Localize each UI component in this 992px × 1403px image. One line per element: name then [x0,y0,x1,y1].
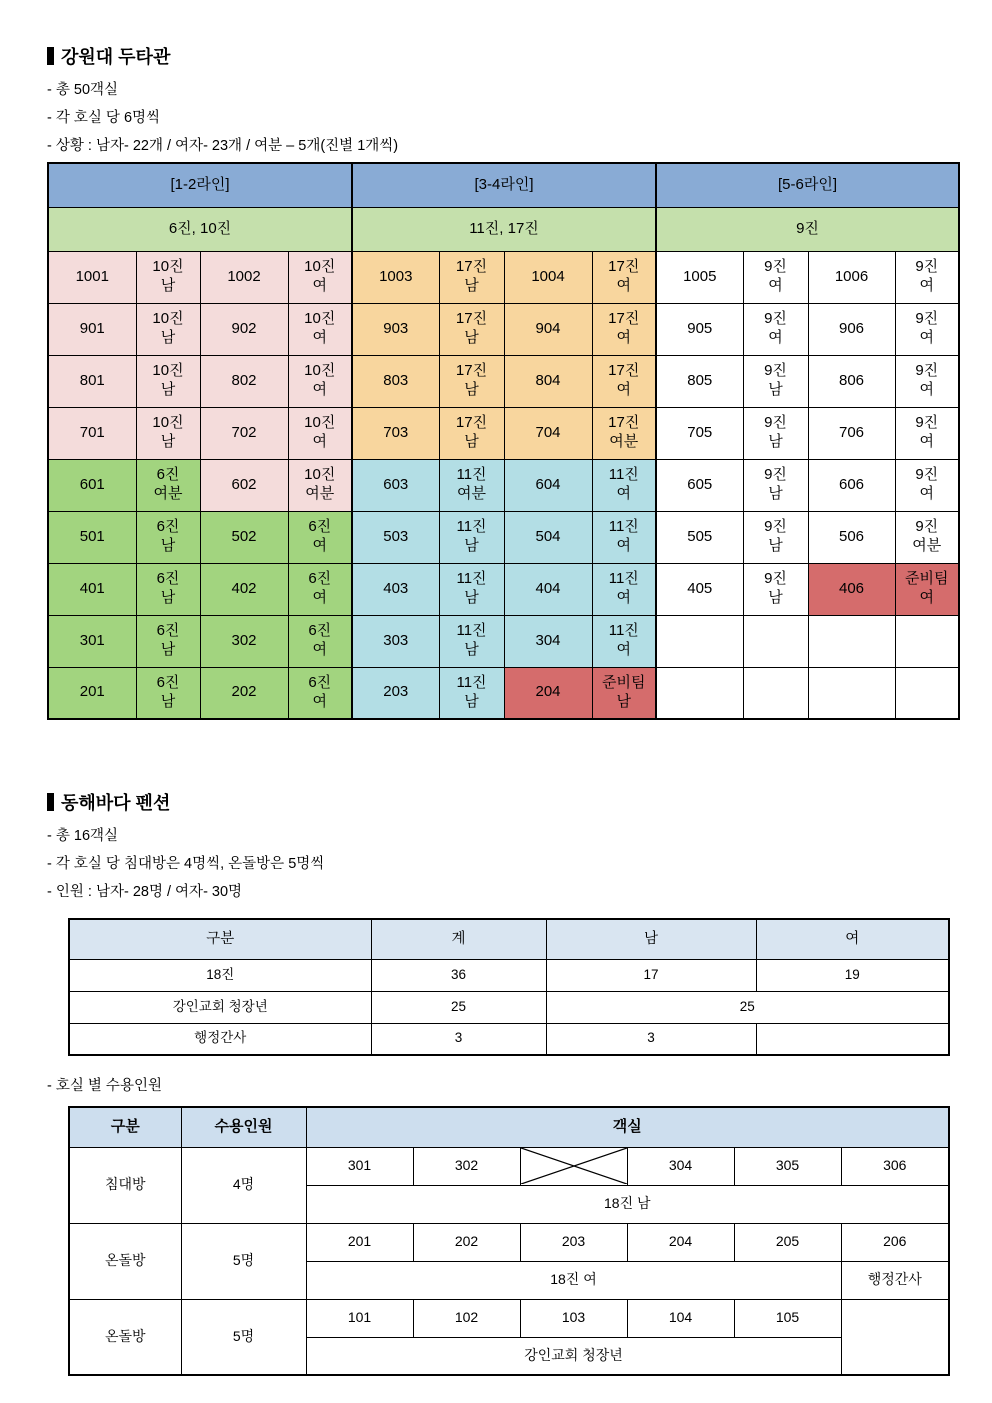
floor-row [48,303,959,355]
room-number-cell: 301 [306,1147,413,1185]
room-number-cell: 201 [48,667,136,719]
room-number-cell: 302 [200,615,288,667]
room-number-cell: 303 [352,615,439,667]
summary-header-cell: 남 [546,919,756,959]
bullet-per-room: - 각 호실 당 침대방은 4명씩, 온돌방은 5명씩 [47,856,325,872]
summary-row [69,959,949,991]
room-number-cell: 802 [200,355,288,407]
room-assignment-cell: 9진 여 [895,355,959,407]
room-number-cell: 104 [627,1299,734,1337]
floor-row [48,615,959,667]
floor-row [48,563,959,615]
room-number-cell: 805 [656,355,743,407]
room-number-cell: 304 [627,1147,734,1185]
line-header-cell: [5-6라인] [656,163,959,207]
room-assignment-cell: 9진 남 [743,355,808,407]
room-capacity-cell: 5명 [181,1223,306,1299]
room-assignment-cell [743,615,808,667]
room-number-cell: 903 [352,303,439,355]
section-duta-bullets [47,76,958,160]
group-extra-label-cell: 행정간사 [841,1261,949,1299]
room-number-cell: 404 [504,563,592,615]
pension-summary-table [68,918,950,1056]
room-assignment-cell: 11진 남 [439,511,504,563]
room-type-cell: 침대방 [69,1147,181,1223]
room-number-cell: 204 [504,667,592,719]
section-duta-title [47,44,958,68]
room-assignment-cell: 11진 여 [592,459,656,511]
room-assignment-cell: 6진 남 [136,667,200,719]
room-assignment-cell: 6진 여 [288,615,352,667]
room-number-cell: 904 [504,303,592,355]
room-type-cell: 온돌방 [69,1299,181,1375]
team-header-cell: 6진, 10진 [48,207,352,251]
room-assignment-cell: 11진 여 [592,615,656,667]
room-number-cell: 1002 [200,251,288,303]
room-assignment-cell: 11진 남 [439,667,504,719]
room-number-cell: 706 [808,407,895,459]
duta-room-table-body [48,163,959,719]
summary-value-cell: 3 [546,1023,756,1055]
summary-value-cell: 3 [371,1023,546,1055]
room-assignment-cell: 11진 여 [592,563,656,615]
room-number-cell: 704 [504,407,592,459]
room-number-cell: 305 [734,1147,841,1185]
summary-value-cell: 36 [371,959,546,991]
room-number-cell: 804 [504,355,592,407]
room-type-cell: 온돌방 [69,1223,181,1299]
bullet-people: - 인원 : 남자- 28명 / 여자- 30명 [47,884,243,900]
room-assignment-cell: 9진 여 [895,251,959,303]
team-header-cell: 11진, 17진 [352,207,656,251]
room-number-cell [656,667,743,719]
floor-row [48,407,959,459]
summary-value-cell: 17 [546,959,756,991]
bullet-total-rooms: - 총 50객실 [47,82,119,98]
room-number-cell: 703 [352,407,439,459]
room-assignment-cell: 10진 남 [136,355,200,407]
title-bar-icon [47,47,54,65]
room-assignment-cell: 6진 여 [288,667,352,719]
rooms-header-rooms: 객실 [306,1107,949,1147]
room-assignment-cell: 11진 여 [592,511,656,563]
room-assignment-cell: 준비팀 여 [895,563,959,615]
room-assignment-cell: 10진 남 [136,251,200,303]
room-number-cell: 205 [734,1223,841,1261]
summary-row [69,991,949,1023]
room-assignment-cell: 17진 여분 [592,407,656,459]
room-group-row [69,1299,949,1337]
bullet-per-room: - 각 호실 당 6명씩 [47,110,161,126]
line-header-cell: [1-2라인] [48,163,352,207]
room-number-cell: 1006 [808,251,895,303]
room-number-cell: 202 [413,1223,520,1261]
room-assignment-cell [895,667,959,719]
room-assignment-cell: 6진 남 [136,615,200,667]
room-assignment-cell: 10진 여분 [288,459,352,511]
room-number-cell: 502 [200,511,288,563]
room-assignment-cell: 11진 남 [439,615,504,667]
floor-row [48,355,959,407]
room-number-cell: 203 [520,1223,627,1261]
team-header-cell: 9진 [656,207,959,251]
room-number-cell: 902 [200,303,288,355]
room-number-cell: 606 [808,459,895,511]
summary-value-cell [756,1023,949,1055]
group-label-cell: 강인교회 청장년 [306,1337,841,1375]
room-number-cell: 501 [48,511,136,563]
group-label-cell: 18진 남 [306,1185,949,1223]
room-number-cell: 505 [656,511,743,563]
room-number-cell: 803 [352,355,439,407]
room-number-cell: 1005 [656,251,743,303]
room-assignment-cell: 9진 여 [743,303,808,355]
summary-category-cell: 행정간사 [69,1023,371,1055]
crossed-out-cell [520,1147,627,1185]
room-number-cell: 1001 [48,251,136,303]
room-number-cell: 406 [808,563,895,615]
room-number-cell: 901 [48,303,136,355]
rooms-header-category: 구분 [69,1107,181,1147]
room-number-cell: 1003 [352,251,439,303]
room-number-cell [656,615,743,667]
room-number-cell: 503 [352,511,439,563]
floor-row [48,251,959,303]
summary-category-cell: 강인교회 청장년 [69,991,371,1023]
summary-value-cell: 25 [371,991,546,1023]
room-assignment-cell: 6진 남 [136,563,200,615]
room-number-cell: 204 [627,1223,734,1261]
room-assignment-cell: 9진 여 [895,303,959,355]
summary-value-cell: 19 [756,959,949,991]
room-assignment-cell: 17진 여 [592,355,656,407]
group-label-cell: 18진 여 [306,1261,841,1299]
room-number-cell: 905 [656,303,743,355]
room-assignment-cell: 17진 남 [439,303,504,355]
summary-row [69,1023,949,1055]
room-group-row [69,1147,949,1185]
room-number-cell: 601 [48,459,136,511]
section-pension-bullets [47,822,958,906]
rooms-note: - 호실 별 수용인원 [47,1078,162,1094]
room-number-cell: 302 [413,1147,520,1185]
room-number-cell: 1004 [504,251,592,303]
room-number-cell [808,615,895,667]
room-number-cell: 203 [352,667,439,719]
room-number-cell: 603 [352,459,439,511]
room-assignment-cell: 10진 남 [136,303,200,355]
room-assignment-cell: 17진 여 [592,251,656,303]
room-assignment-cell: 6진 남 [136,511,200,563]
room-assignment-cell: 17진 남 [439,251,504,303]
section-pension-title [47,790,958,814]
room-assignment-cell: 9진 남 [743,459,808,511]
room-assignment-cell: 9진 남 [743,563,808,615]
room-capacity-cell: 5명 [181,1299,306,1375]
room-assignment-cell: 10진 여 [288,303,352,355]
room-assignment-cell: 10진 남 [136,407,200,459]
room-number-cell: 506 [808,511,895,563]
pension-summary-table-body [69,919,949,1055]
room-number-cell: 701 [48,407,136,459]
room-number-cell: 101 [306,1299,413,1337]
room-assignment-cell: 10진 여 [288,407,352,459]
room-number-cell: 304 [504,615,592,667]
room-assignment-cell: 9진 여 [895,459,959,511]
room-number-cell: 806 [808,355,895,407]
room-assignment-cell: 9진 여 [895,407,959,459]
room-assignment-cell: 9진 여분 [895,511,959,563]
duta-room-table [47,162,960,720]
room-number-cell: 201 [306,1223,413,1261]
empty-cell [841,1299,949,1375]
room-assignment-cell: 11진 남 [439,563,504,615]
room-number-cell: 105 [734,1299,841,1337]
room-number-cell: 103 [520,1299,627,1337]
room-number-cell: 504 [504,511,592,563]
room-group-row [69,1223,949,1261]
room-number-cell: 301 [48,615,136,667]
section-duta-title-text: 강원대 두타관 [61,47,171,67]
room-assignment-cell: 6진 여 [288,563,352,615]
room-assignment-cell: 17진 남 [439,407,504,459]
room-number-cell: 602 [200,459,288,511]
room-assignment-cell [743,667,808,719]
section-pension [47,790,958,1376]
room-assignment-cell: 17진 남 [439,355,504,407]
room-number-cell: 206 [841,1223,949,1261]
room-number-cell: 202 [200,667,288,719]
room-number-cell: 102 [413,1299,520,1337]
room-assignment-cell: 6진 여 [288,511,352,563]
room-assignment-cell: 11진 여분 [439,459,504,511]
summary-header-cell: 계 [371,919,546,959]
line-header-cell: [3-4라인] [352,163,656,207]
room-number-cell: 605 [656,459,743,511]
floor-row [48,459,959,511]
pension-room-table [68,1106,950,1376]
room-assignment-cell: 17진 여 [592,303,656,355]
bullet-total-rooms: - 총 16객실 [47,828,119,844]
section-pension-title-text: 동해바다 펜션 [61,793,171,813]
floor-row [48,667,959,719]
room-assignment-cell: 9진 여 [743,251,808,303]
summary-header-cell: 구분 [69,919,371,959]
room-number-cell: 306 [841,1147,949,1185]
summary-value-cell: 25 [546,991,949,1023]
room-number-cell: 401 [48,563,136,615]
room-number-cell: 705 [656,407,743,459]
room-number-cell: 801 [48,355,136,407]
bullet-status: - 상황 : 남자- 22개 / 여자- 23개 / 여분 – 5개(진별 1개씩) [47,138,399,154]
room-assignment-cell: 10진 여 [288,355,352,407]
room-assignment-cell: 10진 여 [288,251,352,303]
title-bar-icon [47,793,54,811]
floor-row [48,511,959,563]
summary-header-cell: 여 [756,919,949,959]
room-assignment-cell [895,615,959,667]
rooms-header-capacity: 수용인원 [181,1107,306,1147]
room-number-cell: 402 [200,563,288,615]
room-capacity-cell: 4명 [181,1147,306,1223]
room-number-cell: 702 [200,407,288,459]
pension-room-table-body [69,1107,949,1375]
room-assignment-cell: 6진 여분 [136,459,200,511]
room-number-cell: 906 [808,303,895,355]
summary-category-cell: 18진 [69,959,371,991]
section-duta [47,44,958,720]
room-number-cell: 403 [352,563,439,615]
room-number-cell: 405 [656,563,743,615]
room-assignment-cell: 9진 남 [743,511,808,563]
room-number-cell: 604 [504,459,592,511]
room-assignment-cell: 준비팀 남 [592,667,656,719]
room-assignment-cell: 9진 남 [743,407,808,459]
room-number-cell [808,667,895,719]
